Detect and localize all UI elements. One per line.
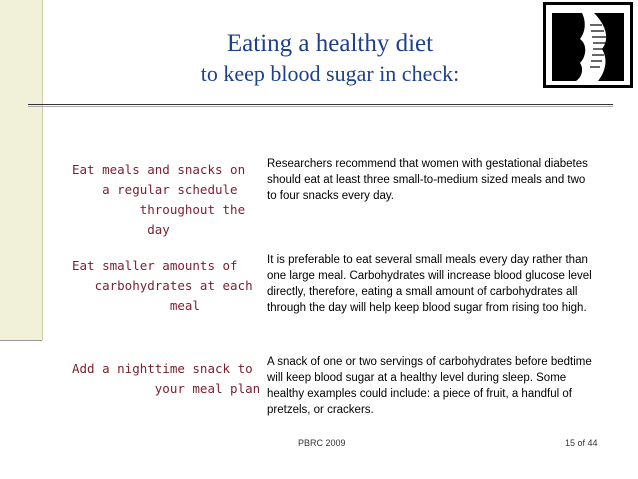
- tip-description-3: A snack of one or two servings of carbohydrates before bedtime will keep blood sugar at a healthy level during sleep. Some healthy examples could include: a piece of fruit, a handful of pretzels, or crackers.: [267, 356, 592, 416]
- tip-heading-line: your meal plan: [72, 381, 261, 396]
- tip-heading-line: throughout the: [72, 202, 246, 217]
- tip-heading-line: carbohydrates at each: [72, 278, 253, 293]
- tip-description-1: Researchers recommend that women with gestational diabetes should eat at least three small-to-medium sized meals and two to four snacks every day.: [267, 158, 588, 202]
- sidebar-divider: [0, 340, 42, 341]
- tip-heading-line: a regular schedule: [72, 182, 238, 197]
- tip-heading-2: [72, 256, 253, 316]
- tip-heading-line: Eat meals and snacks on: [72, 162, 246, 177]
- title-divider: [28, 104, 613, 105]
- page-number: 15 of 44: [565, 438, 598, 448]
- title-divider-shadow: [28, 106, 613, 107]
- footer-source: PBRC 2009: [298, 438, 346, 448]
- tip-heading-line: day: [72, 222, 170, 237]
- title-line-1: Eating a healthy diet: [226, 30, 434, 57]
- tip-heading-line: Eat smaller amounts of: [72, 258, 238, 273]
- tip-heading-1: [72, 160, 245, 240]
- slide-sidebar: [0, 0, 43, 340]
- slide-title: [150, 30, 510, 86]
- tip-description-2: It is preferable to eat several small meals every day rather than one large meal. Carbohydrates will increase blood glucose level directly, therefore, eating a small amount of carbohydrates all through the day will help keep blood sugar from rising too high.: [267, 254, 592, 314]
- pbrc-logo-icon: [543, 2, 633, 88]
- tip-heading-3: [72, 359, 260, 399]
- tip-heading-line: meal: [72, 298, 200, 313]
- title-line-2: to keep blood sugar in check:: [200, 60, 460, 86]
- tip-heading-line: Add a nighttime snack to: [72, 361, 253, 376]
